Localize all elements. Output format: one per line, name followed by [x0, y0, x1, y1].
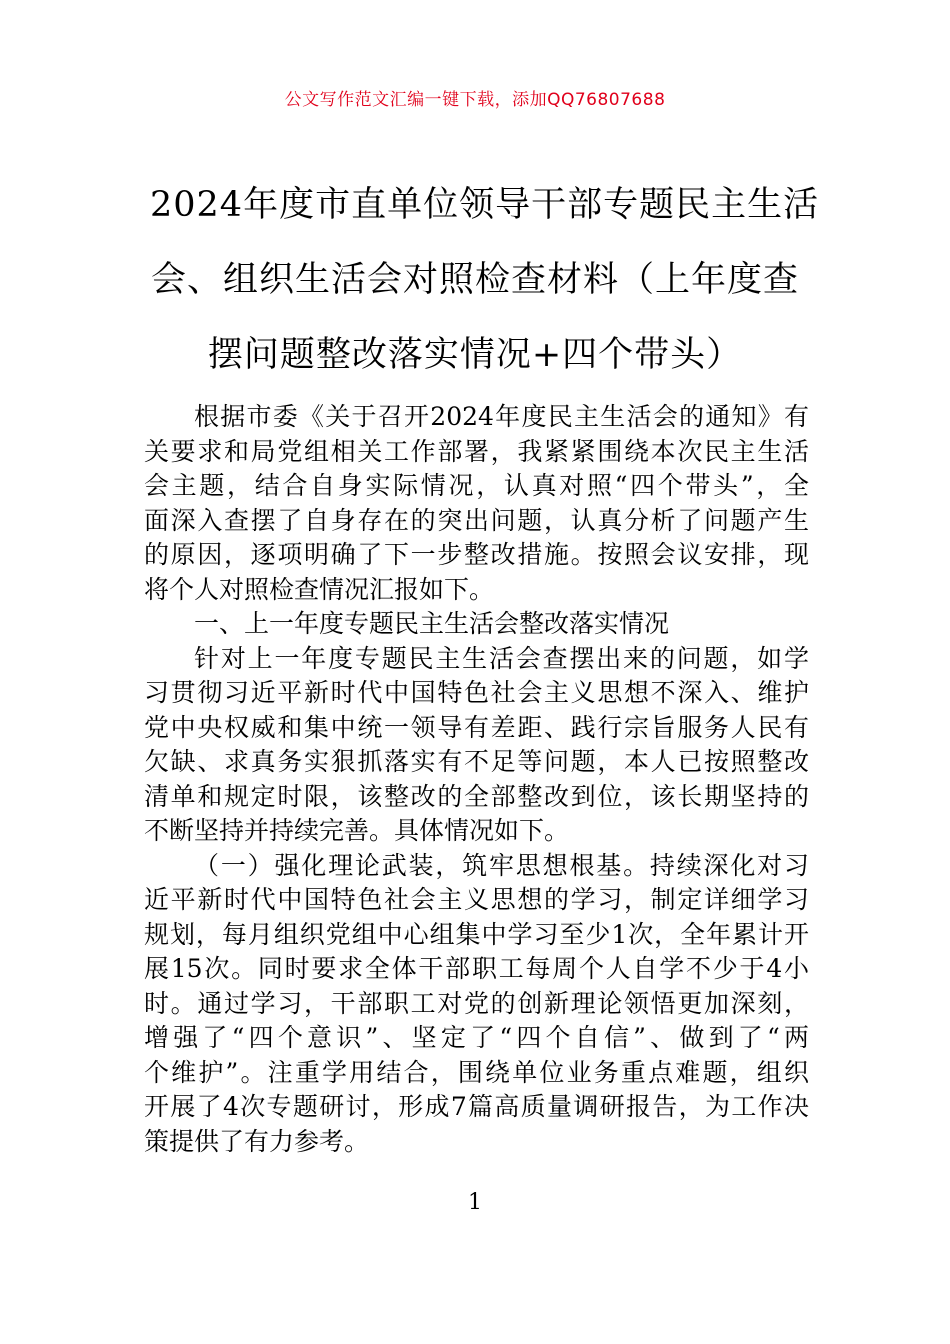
text-line: 针对上一年度专题民主生活会查摆出来的问题，如学 — [194, 643, 809, 673]
text-line: 根据市委《关于召开2024年度民主生活会的通知》有 — [194, 402, 809, 431]
text-line: 会主题，结合自身实际情况，认真对照“四个带头”，全 — [144, 471, 809, 500]
document-title — [150, 168, 820, 393]
text-line: 面深入查摆了自身存在的突出问题，认真分析了问题产生 — [144, 505, 809, 535]
text-line: 规划，每月组织党组中心组集中学习至少1次，全年累计开 — [144, 919, 809, 949]
text-line: 习贯彻习近平新时代中国特色社会主义思想不深入、维护 — [144, 678, 809, 707]
header-note: 公文写作范文汇编一键下载，添加QQ76807688 — [284, 90, 666, 110]
text-line: 将个人对照检查情况汇报如下。 — [144, 574, 495, 604]
text-line: 时。通过学习，干部职工对党的创新理论领悟更加深刻， — [144, 988, 809, 1018]
text-line: 的原因，逐项明确了下一步整改措施。按照会议安排，现 — [144, 540, 809, 569]
text-line: 清单和规定时限，该整改的全部整改到位，该长期坚持的 — [144, 781, 809, 811]
title-line: 会、组织生活会对照检查材料（上年度查 — [150, 260, 799, 300]
text-line: 增强了“四个意识”、坚定了“四个自信”、做到了“两 — [144, 1023, 809, 1052]
intro-paragraph — [144, 400, 809, 607]
text-line: 开展了4次专题研讨，形成7篇高质量调研报告，为工作决 — [144, 1092, 809, 1121]
page-number: 1 — [468, 1190, 482, 1215]
section-paragraph — [144, 642, 809, 849]
title-line: 2024年度市直单位领导干部专题民主生活 — [150, 185, 820, 225]
text-line: 近平新时代中国特色社会主义思想的学习，制定详细学习 — [144, 885, 809, 914]
text-line: 个维护”。注重学用结合，围绕单位业务重点难题，组织 — [144, 1057, 809, 1087]
text-line: 不断坚持并持续完善。具体情况如下。 — [144, 816, 570, 845]
text-line: 党中央权威和集中统一领导有差距、践行宗旨服务人民有 — [144, 712, 809, 742]
text-line: 策提供了有力参考。 — [144, 1126, 370, 1156]
text-line: 关要求和局党组相关工作部署，我紧紧围绕本次民主生活 — [144, 436, 809, 466]
title-line: 摆问题整改落实情况+四个带头） — [207, 335, 743, 375]
text-line: 一、上一年度专题民主生活会整改落实情况 — [194, 609, 670, 638]
text-line: 展15次。同时要求全体干部职工每周个人自学不少于4小 — [144, 954, 809, 983]
text-line: 欠缺、求真务实狠抓落实有不足等问题，本人已按照整改 — [144, 747, 809, 776]
subsection-paragraph — [144, 849, 809, 1160]
section-heading — [144, 607, 809, 642]
body-text — [144, 400, 809, 1159]
text-line: （一）强化理论武装，筑牢思想根基。持续深化对习 — [194, 850, 809, 880]
